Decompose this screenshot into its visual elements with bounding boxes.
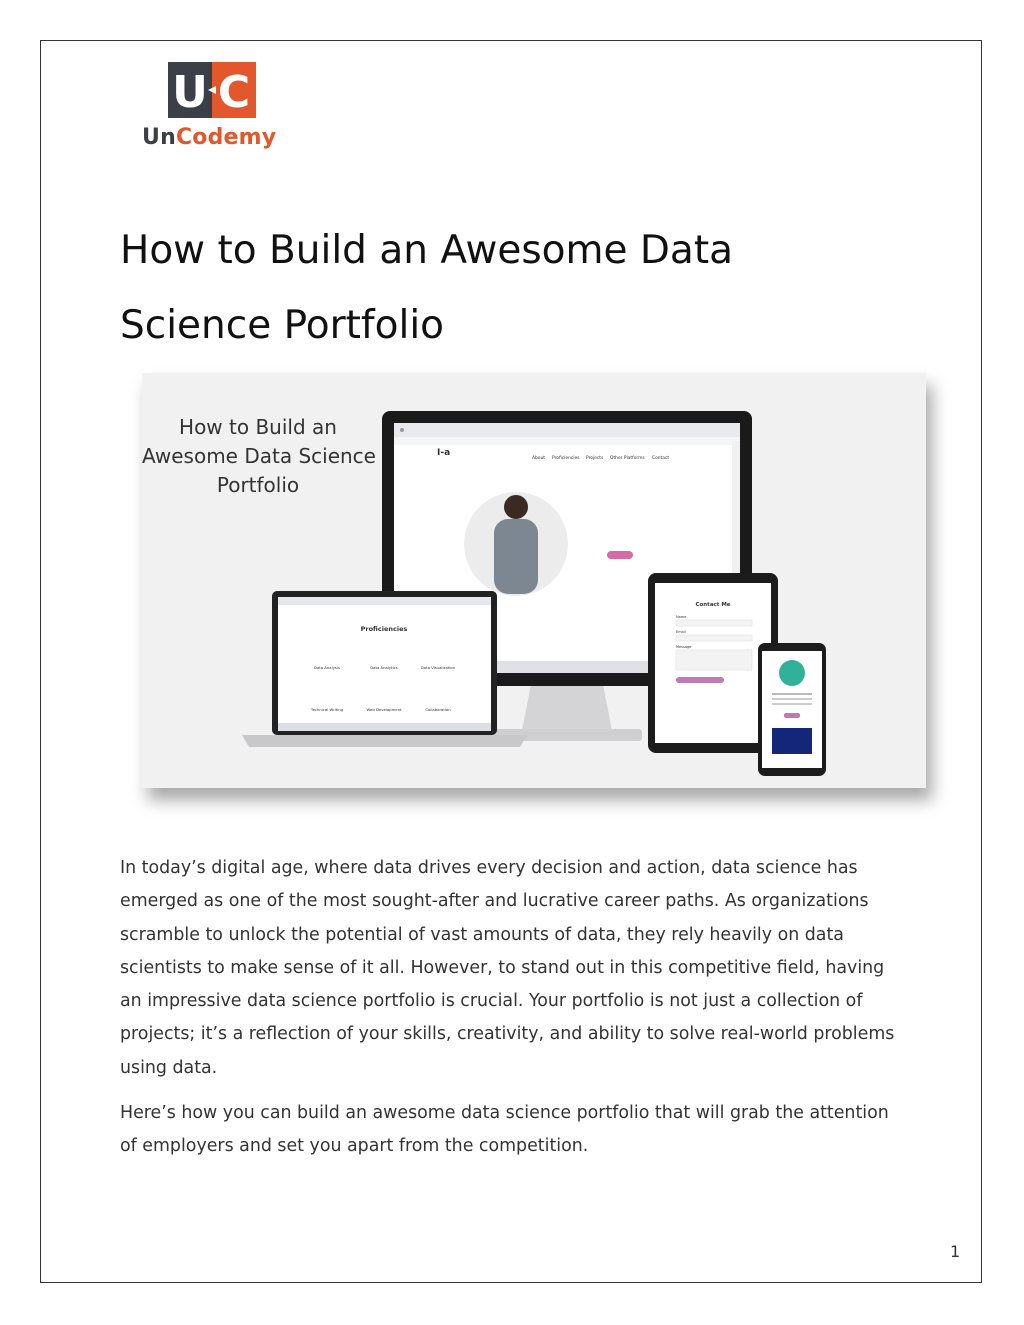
tablet-field-name: Name <box>676 615 687 619</box>
logo-wordmark-un: Un <box>142 125 176 150</box>
paragraph-intro: In today’s digital age, where data drives every decision and action, data science has emerged as one of the most sought-after and lucrative career paths. As organizations scramble to unlock the potential of vast amounts of data, they rely heavily on data scientists to make sense of it all. However, to stand out in this competitive field, having an impressive data science portfolio is crucial. Your portfolio is not just a collection of projects; it’s a reflection of your skills, creativity, and ability to solve real-world problems using data. <box>120 858 895 1078</box>
laptop-mockup <box>242 591 527 747</box>
article-body <box>120 852 900 1176</box>
hero-caption-line2: Awesome Data Science <box>142 444 376 468</box>
monitor-nav-proficiencies: Proficiencies <box>552 456 580 461</box>
page-title-line2: Science Portfolio <box>120 303 445 348</box>
logo-wordmark-codemy: Codemy <box>175 125 277 150</box>
monitor-nav-about: About <box>532 456 545 461</box>
monitor-nav-other-platforms: Other Platforms <box>610 456 645 461</box>
laptop-heading: Proficiencies <box>360 625 408 633</box>
uc-logo-mark-icon <box>168 62 256 118</box>
hero-caption <box>142 413 374 500</box>
logo-wordmark <box>142 125 276 150</box>
laptop-card-data-analysis: Data Analysis <box>314 665 340 670</box>
tablet-field-email: Email <box>676 630 686 634</box>
monitor-site-logo: I-a <box>437 448 451 458</box>
hero-caption-line3: Portfolio <box>216 473 300 497</box>
hero-caption-line1: How to Build an <box>179 415 337 439</box>
paragraph-overview: Here’s how you can build an awesome data science portfolio that will grab the attention of employers and set you apart from the competition. <box>120 1103 889 1157</box>
laptop-card-data-analytics: Data Analytics <box>370 665 398 670</box>
laptop-card-collaboration: Collaboration <box>425 707 451 712</box>
page-title-line1: How to Build an Awesome Data <box>120 228 734 273</box>
phone-mockup <box>758 643 826 776</box>
tablet-field-message: Message <box>676 645 692 649</box>
monitor-nav-projects: Projects <box>586 456 604 461</box>
laptop-card-technical-writing: Technical Writing <box>310 707 344 712</box>
page-number: 1 <box>950 1242 961 1261</box>
hero-image <box>142 373 926 788</box>
uncodemy-logo[interactable] <box>140 62 290 157</box>
laptop-card-data-visualization: Data Visualization <box>420 665 456 670</box>
logo-letter-u: U <box>172 67 208 118</box>
logo-letter-c: C <box>217 67 251 118</box>
monitor-nav-contact: Contact <box>652 456 670 461</box>
laptop-card-web-development: Web Development <box>366 707 402 712</box>
tablet-heading: Contact Me <box>695 602 731 608</box>
page-title <box>120 213 880 363</box>
